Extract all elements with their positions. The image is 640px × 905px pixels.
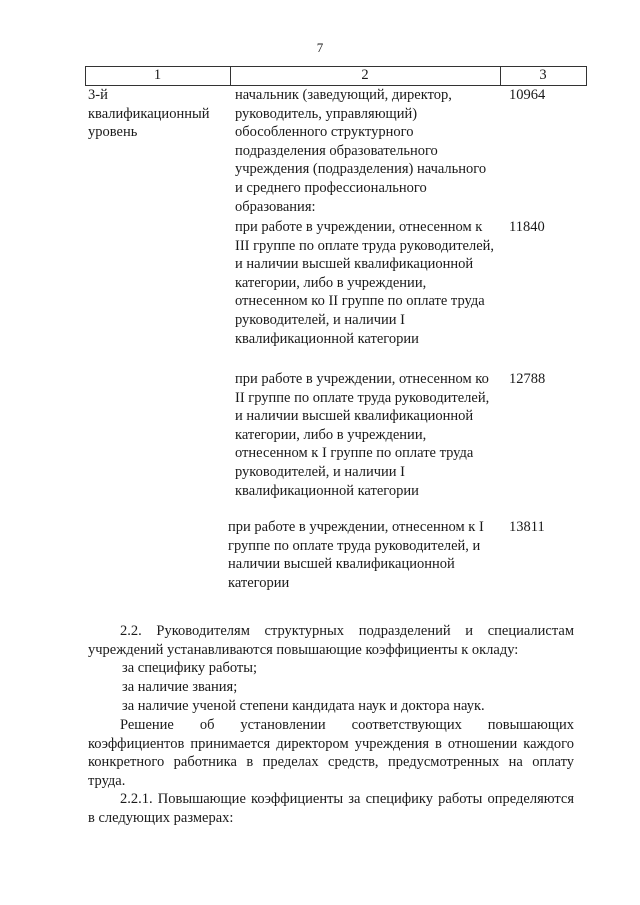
list-item-title: за наличие звания; bbox=[122, 679, 238, 695]
paragraph-2-2-1: 2.2.1. Повышающие коэффициенты за специфику работы определяются в следующих размерах: bbox=[88, 791, 574, 826]
list-item-degree: за наличие ученой степени кандидата наук и доктора наук. bbox=[122, 698, 485, 714]
table-row-2-value: 11840 bbox=[509, 219, 545, 235]
table-row-3-text: при работе в учреждении, отнесенном ко II группе по оплате труда руководителей, и наличии высшей квалификационной категории, либо в учреждении, отнесенном к I группе по оплате труда руководителей, и наличии I квалификационной категории bbox=[235, 371, 490, 499]
table-row-1-text: начальник (заведующий, директор, руководитель, управляющий) обособленного структурного подразделения образовательного учреждения (подразделения) начального и среднего профессионального образования: bbox=[235, 87, 487, 215]
header-col-2: 2 bbox=[361, 67, 369, 83]
table-row-4-text: при работе в учреждении, отнесенном к I группе по оплате труда руководителей, и наличии высшей квалификационной категории bbox=[228, 519, 484, 591]
table-header-row bbox=[85, 66, 587, 86]
header-col-3: 3 bbox=[539, 67, 547, 83]
table-row-2-text: при работе в учреждении, отнесенном к III группе по оплате труда руководителей, и наличии высшей квалификационной категории, либо в учреждении, отнесенном ко II группе по оплате труда руководителей, и наличии I квалификационной категории bbox=[235, 219, 495, 347]
table-row-3-value: 12788 bbox=[509, 371, 546, 387]
paragraph-decision: Решение об установлении соответствующих повышающих коэффициентов принимается директором учреждения в отношении каждого конкретного работника в пределах средств, предусмотренных на оплату труда. bbox=[88, 717, 574, 789]
list-item-specifics: за специфику работы; bbox=[122, 660, 258, 676]
paragraph-2-2: 2.2. Руководителям структурных подразделений и специалистам учреждений устанавливаются повышающие коэффициенты к окладу: bbox=[88, 623, 574, 658]
table-row-4-value: 13811 bbox=[509, 519, 545, 535]
page-number: 7 bbox=[316, 40, 324, 55]
salary-table bbox=[85, 66, 587, 591]
qualification-level-label: 3-й квалификационный уровень bbox=[88, 87, 210, 141]
table-row-1-value: 10964 bbox=[509, 87, 546, 103]
header-col-1: 1 bbox=[153, 67, 162, 83]
